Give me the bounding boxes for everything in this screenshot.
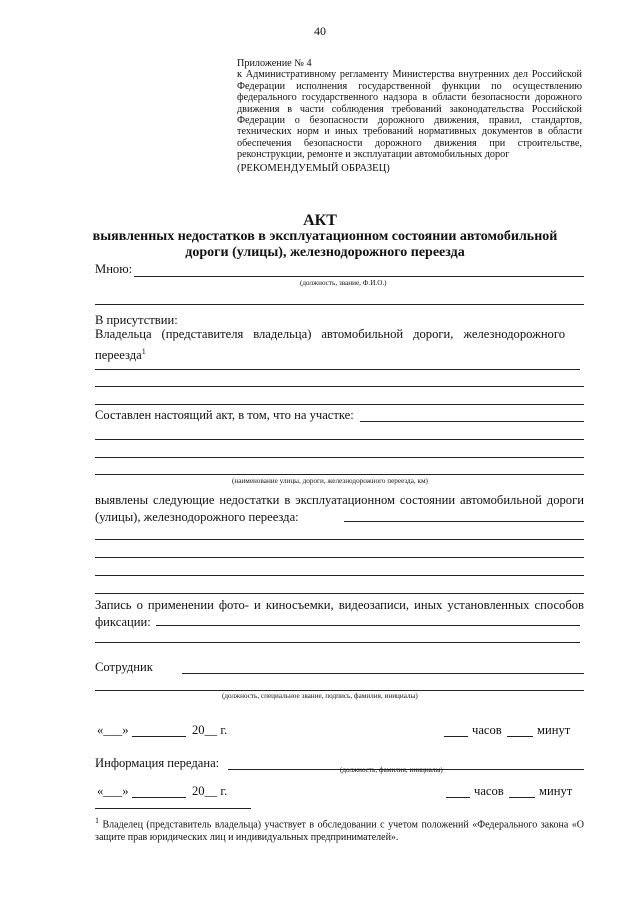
page-number: 40 — [314, 24, 326, 38]
date-month-field-1[interactable] — [132, 736, 186, 737]
defects-field-2[interactable] — [95, 539, 584, 540]
location-field-1[interactable] — [360, 421, 584, 422]
employee-field-2[interactable] — [95, 690, 584, 691]
hours-label-2: часов — [474, 784, 504, 798]
info-label: Информация передана: — [95, 756, 220, 770]
footnote-text: Владелец (представитель владельца) участвует в обследовании с учетом положений «Федерального закона «О защите прав юридических лиц и индивидуальных предпринимателей». — [95, 819, 585, 844]
recommended-sample-note: (РЕКОМЕНДУЕМЫЙ ОБРАЗЕЦ) — [237, 162, 390, 174]
footnote-separator — [95, 808, 251, 809]
by-me-field-2[interactable] — [95, 304, 584, 305]
location-field-4[interactable] — [95, 474, 584, 475]
record-field-1[interactable] — [156, 625, 580, 626]
record-field-2[interactable] — [95, 642, 580, 643]
date-day-1[interactable]: «___» — [97, 723, 129, 737]
appendix-text: к Административному регламенту Министерства внутренних дел Российской Федерации исполнения государственной функции по осуществлению федерального государственного надзора в области безопасности дорожного движения в части соблюдения требований законодательства Российской Федерации о безопасности дорожного движения, правил, стандартов, технических норм и иных требований нормативных документов в области обеспечения безопасности дорожного движения при строительстве, реконструкции, ремонте и эксплуатации автомобильных дорог — [237, 69, 582, 161]
appendix-title: Приложение № 4 — [237, 58, 312, 69]
owner-text: Владельца (представителя владельца) автомобильной дороги, железнодорожного переезда — [95, 327, 565, 363]
owner-field-3[interactable] — [95, 404, 584, 405]
hours-field-2[interactable] — [446, 797, 470, 798]
minutes-field-1[interactable] — [507, 736, 533, 737]
hours-field-1[interactable] — [444, 736, 468, 737]
minutes-label-1: минут — [537, 723, 571, 737]
date-day-2[interactable]: «___» — [97, 784, 129, 798]
document-title: АКТ — [303, 212, 337, 229]
owner-label — [95, 326, 565, 364]
location-field-3[interactable] — [95, 457, 584, 458]
defects-field-5[interactable] — [95, 593, 584, 594]
info-caption: (должность, фамилия, инициалы) — [340, 766, 443, 774]
appendix-block — [237, 58, 582, 174]
by-me-label: Мною: — [95, 262, 133, 276]
minutes-field-2[interactable] — [509, 797, 535, 798]
hours-label-1: часов — [472, 723, 502, 737]
owner-field-2[interactable] — [95, 386, 584, 387]
presence-label: В присутствии: — [95, 313, 178, 327]
footnote — [95, 814, 584, 844]
footnote-number: 1 — [95, 816, 99, 825]
location-caption: (наименование улицы, дороги, железнодорожного переезда, км) — [232, 477, 428, 485]
employee-field-1[interactable] — [182, 673, 584, 674]
location-field-2[interactable] — [95, 439, 584, 440]
by-me-caption: (должность, звание, Ф.И.О.) — [300, 279, 387, 287]
employee-caption: (должность, специальное звание, подпись, фамилия, инициалы) — [222, 692, 418, 700]
by-me-field[interactable] — [134, 276, 584, 277]
document-subtitle: выявленных недостатков в эксплуатационном состоянии автомобильной дороги (улицы), железнодорожного переезда — [92, 229, 558, 260]
date-month-field-2[interactable] — [132, 797, 186, 798]
record-label: Запись о применении фото- и киносъемки, видеозаписи, иных установленных способов фиксации: — [95, 598, 584, 629]
defects-label: выявлены следующие недостатки в эксплуатационном состоянии автомобильной дороги (улицы), железнодорожного переезда: — [95, 493, 584, 524]
date-year-1: 20__ г. — [192, 723, 228, 737]
minutes-label-2: минут — [539, 784, 573, 798]
defects-field-3[interactable] — [95, 557, 584, 558]
date-year-2: 20__ г. — [192, 784, 228, 798]
employee-label: Сотрудник — [95, 660, 153, 674]
owner-field-1[interactable] — [95, 369, 580, 370]
defects-field-1[interactable] — [344, 521, 584, 522]
act-label: Составлен настоящий акт, в том, что на участке: — [95, 408, 354, 422]
defects-field-4[interactable] — [95, 575, 584, 576]
footnote-mark: 1 — [141, 347, 146, 356]
